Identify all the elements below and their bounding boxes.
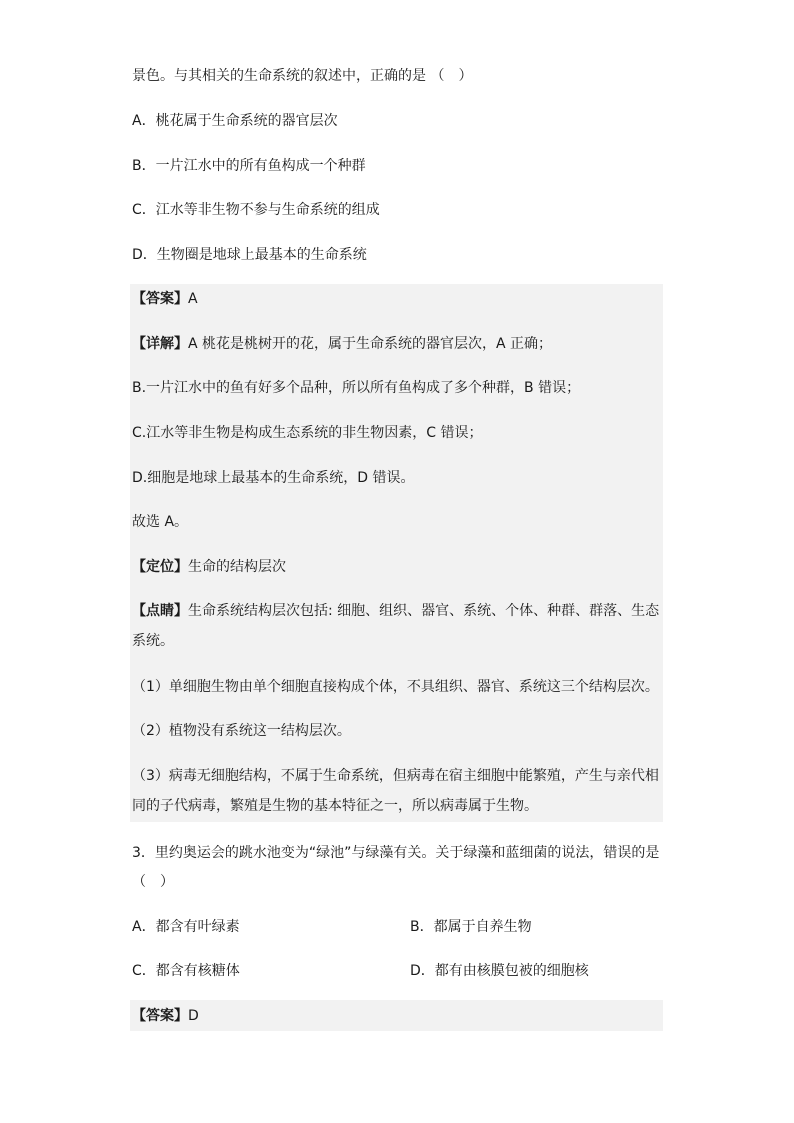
- q2-option-b: B．一片江水中的所有鱼构成一个种群: [132, 158, 366, 174]
- q3-option-c: C．都含有核糖体: [132, 963, 240, 979]
- tip-text: 生命系统结构层次包括: 细胞、组织、器官、系统、个体、种群、群落、生态: [188, 603, 660, 619]
- locate-text: 生命的结构层次: [188, 559, 286, 575]
- q2-detail-line-4: D.细胞是地球上最基本的生命系统，D 错误。: [132, 470, 415, 486]
- tip-tag: 【点睛】: [132, 603, 188, 619]
- q3-option-d: D．都有由核膜包被的细胞核: [410, 963, 589, 979]
- q2-stem-tail: 景色。与其相关的生命系统的叙述中，正确的是 （ ）: [132, 68, 473, 84]
- q2-tip-line-1: [132, 601, 659, 621]
- answer-value: A: [188, 291, 198, 307]
- answer-tag: 【答案】: [132, 291, 188, 307]
- q2-locate: [132, 557, 286, 577]
- q2-option-a: A．桃花属于生命系统的器官层次: [132, 113, 338, 129]
- q2-tip-item-1: （1）单细胞生物由单个细胞直接构成个体，不具组织、器官、系统这三个结构层次。: [132, 679, 659, 695]
- q2-tip-item-3-line-2: 同的子代病毒，繁殖是生物的基本特征之一，所以病毒属于生物。: [132, 798, 538, 814]
- q2-option-c: C．江水等非生物不参与生命系统的组成: [132, 202, 380, 218]
- locate-tag: 【定位】: [132, 559, 188, 575]
- q3-option-a: A．都含有叶绿素: [132, 919, 240, 935]
- detail-tag: 【详解】: [132, 336, 188, 352]
- q3-option-b: B．都属于自养生物: [410, 919, 532, 935]
- q2-answer: [132, 289, 198, 309]
- q3-answer: [132, 1006, 199, 1026]
- q3-stem-line-1: 3．里约奥运会的跳水池变为“绿池”与绿藻有关。关于绿藻和蓝细菌的说法，错误的是: [132, 845, 660, 861]
- q2-option-d: D．生物圈是地球上最基本的生命系统: [132, 247, 367, 263]
- q2-detail-line-3: C.江水等非生物是构成生态系统的非生物因素，C 错误；: [132, 425, 483, 441]
- q3-stem-line-2: （ ）: [132, 874, 174, 890]
- answer-tag: 【答案】: [132, 1008, 188, 1024]
- q2-tip-item-3-line-1: （3）病毒无细胞结构，不属于生命系统，但病毒在宿主细胞中能繁殖，产生与亲代相: [132, 768, 659, 784]
- answer-value: D: [188, 1008, 199, 1024]
- q2-explanation-block: [130, 284, 663, 822]
- q2-detail-line-2: B.一片江水中的鱼有好多个品种，所以所有鱼构成了多个种群，B 错误；: [132, 380, 581, 396]
- q2-detail-line-1: [132, 334, 552, 354]
- detail-text: A 桃花是桃树开的花，属于生命系统的器官层次，A 正确；: [188, 336, 553, 352]
- q2-tip-line-2: 系统。: [132, 633, 174, 649]
- q2-detail-conclusion: 故选 A。: [132, 514, 189, 530]
- q2-tip-item-2: （2）植物没有系统这一结构层次。: [132, 723, 351, 739]
- q3-answer-block: [130, 1000, 663, 1031]
